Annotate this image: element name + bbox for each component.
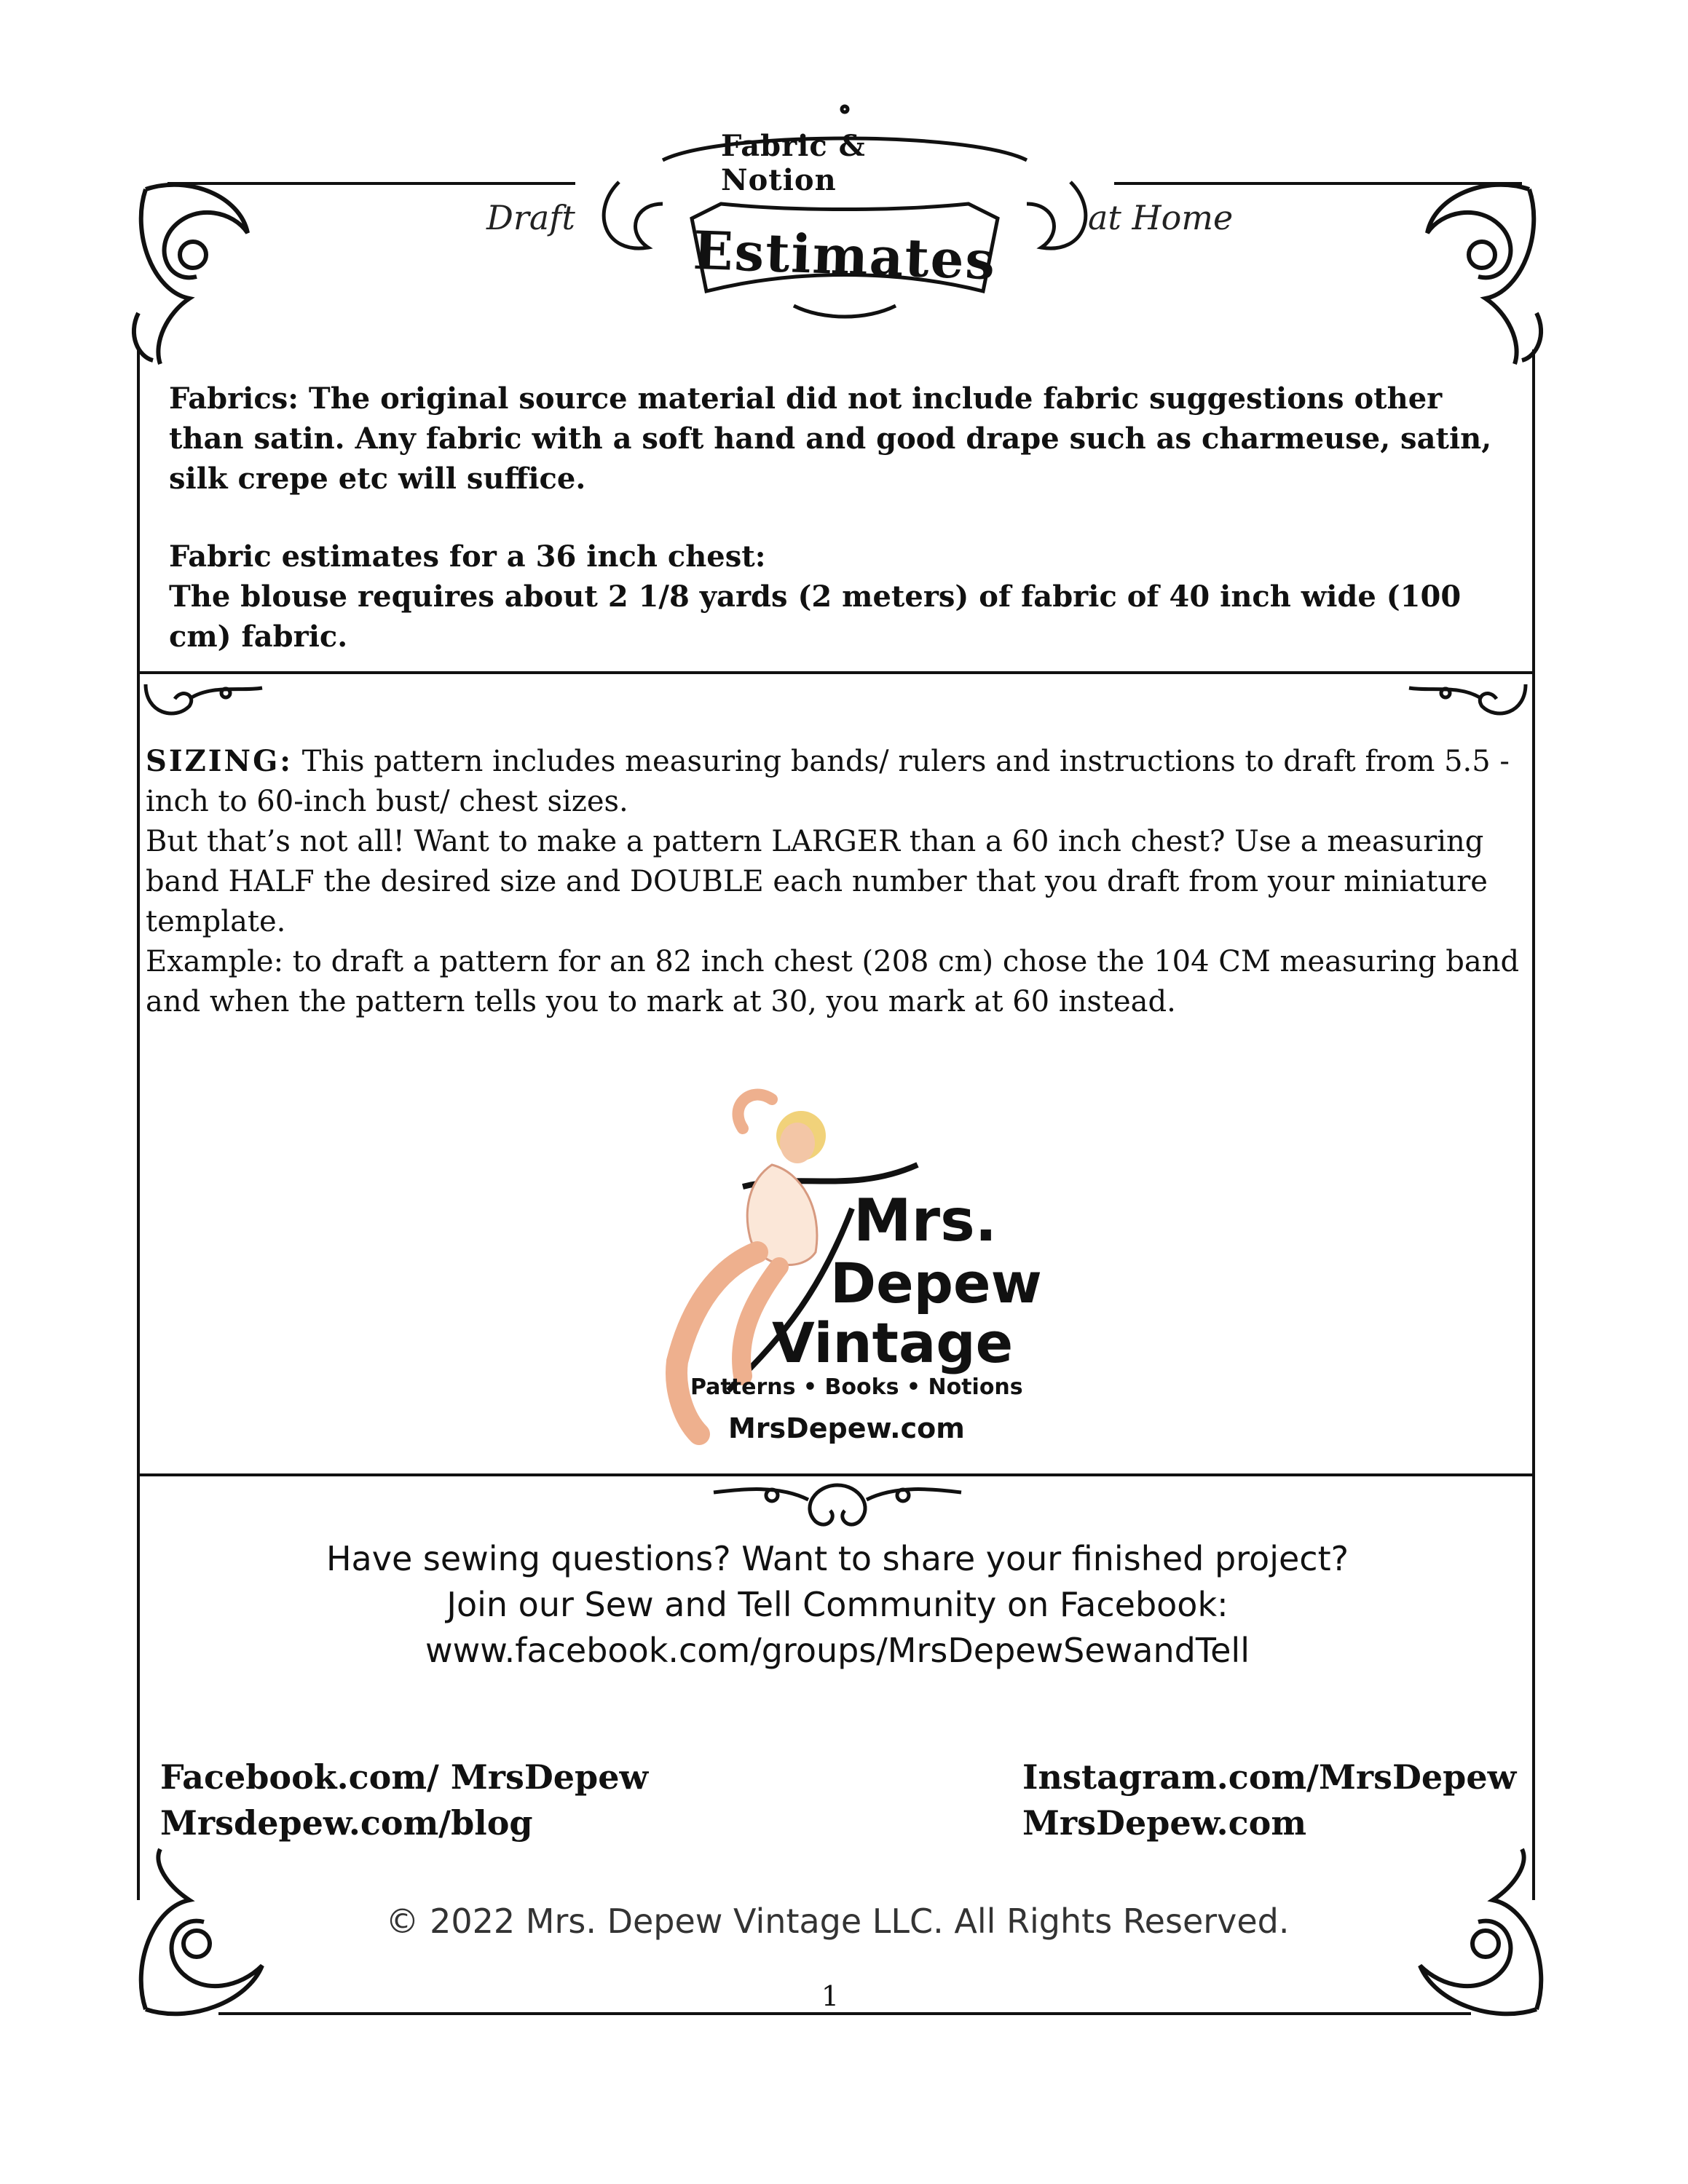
- sizing-label: SIZING:: [146, 744, 293, 778]
- links-left: [160, 1754, 648, 1846]
- community-link[interactable]: www.facebook.com/groups/MrsDepewSewandTell: [425, 1631, 1250, 1670]
- blog-link[interactable]: Mrsdepew.com/blog: [160, 1803, 533, 1843]
- divider-lower: [137, 1473, 1535, 1476]
- fabrics-paragraph: Fabrics: The original source material did not include fabric suggestions other than satin. Any fabric with a soft hand and good drape such as charmeuse, satin, silk crepe etc will suffice.: [169, 381, 1492, 496]
- sizing-intro-paragraph: [146, 741, 1529, 822]
- sizing-larger-paragraph: But that’s not all! Want to make a pattern LARGER than a 60 inch chest? Use a measuring band HALF the desired size and DOUBLE each number that you draft from your miniature template.: [146, 825, 1488, 938]
- divider-flourish-center-icon: [699, 1478, 976, 1536]
- page-number: 1: [821, 1980, 840, 2012]
- frame-right-line: [1532, 349, 1535, 1900]
- links-right: [1022, 1754, 1516, 1846]
- header-script-left: Draft: [486, 198, 575, 237]
- corner-flourish-top-left-icon: [124, 167, 269, 379]
- logo-website: MrsDepew.com: [728, 1412, 965, 1444]
- header-subtitle: Fabric & Notion: [721, 129, 866, 197]
- frame-left-line: [137, 349, 140, 1900]
- divider-flourish-left-icon: [138, 677, 269, 728]
- sizing-section: [146, 741, 1529, 1022]
- fabric-estimate-text: The blouse requires about 2 1/8 yards (2 meters) of fabric of 40 inch wide (100 cm) fabric.: [169, 579, 1462, 654]
- instagram-link[interactable]: Instagram.com/MrsDepew: [1022, 1757, 1517, 1797]
- community-question: Have sewing questions? Want to share your finished project?: [326, 1539, 1349, 1578]
- logo-tagline: Patterns • Books • Notions: [690, 1374, 1023, 1400]
- sizing-intro: This pattern includes measuring bands/ rulers and instructions to draft from 5.5 -inch to 60-inch bust/ chest sizes.: [146, 745, 1510, 818]
- frame-bottom-line: [218, 2012, 1471, 2015]
- community-invite: Join our Sew and Tell Community on Facebook:: [446, 1585, 1228, 1624]
- logo-title-line1: Mrs.: [853, 1187, 998, 1254]
- header-script-right: at Home: [1088, 198, 1234, 237]
- logo-title-line2: Depew: [830, 1251, 1042, 1315]
- sizing-example-paragraph: Example: to draft a pattern for an 82 inch chest (208 cm) chose the 104 CM measuring band and when the pattern tells you to mark at 30, you mark at 60 instead.: [146, 945, 1520, 1018]
- header-title: Estimates: [692, 218, 998, 291]
- divider-upper: [137, 671, 1535, 674]
- website-link[interactable]: MrsDepew.com: [1022, 1803, 1306, 1843]
- community-section: [146, 1536, 1529, 1674]
- divider-flourish-right-icon: [1402, 677, 1533, 728]
- facebook-link[interactable]: Facebook.com/ MrsDepew: [160, 1757, 649, 1797]
- copyright-text: © 2022 Mrs. Depew Vintage LLC. All Rights Reserved.: [385, 1902, 1290, 1941]
- fabric-estimate-heading: Fabric estimates for a 36 inch chest:: [169, 539, 766, 574]
- logo-title-line3: Vintage: [772, 1310, 1014, 1375]
- fabrics-section: [169, 379, 1523, 657]
- corner-flourish-top-right-icon: [1405, 167, 1551, 379]
